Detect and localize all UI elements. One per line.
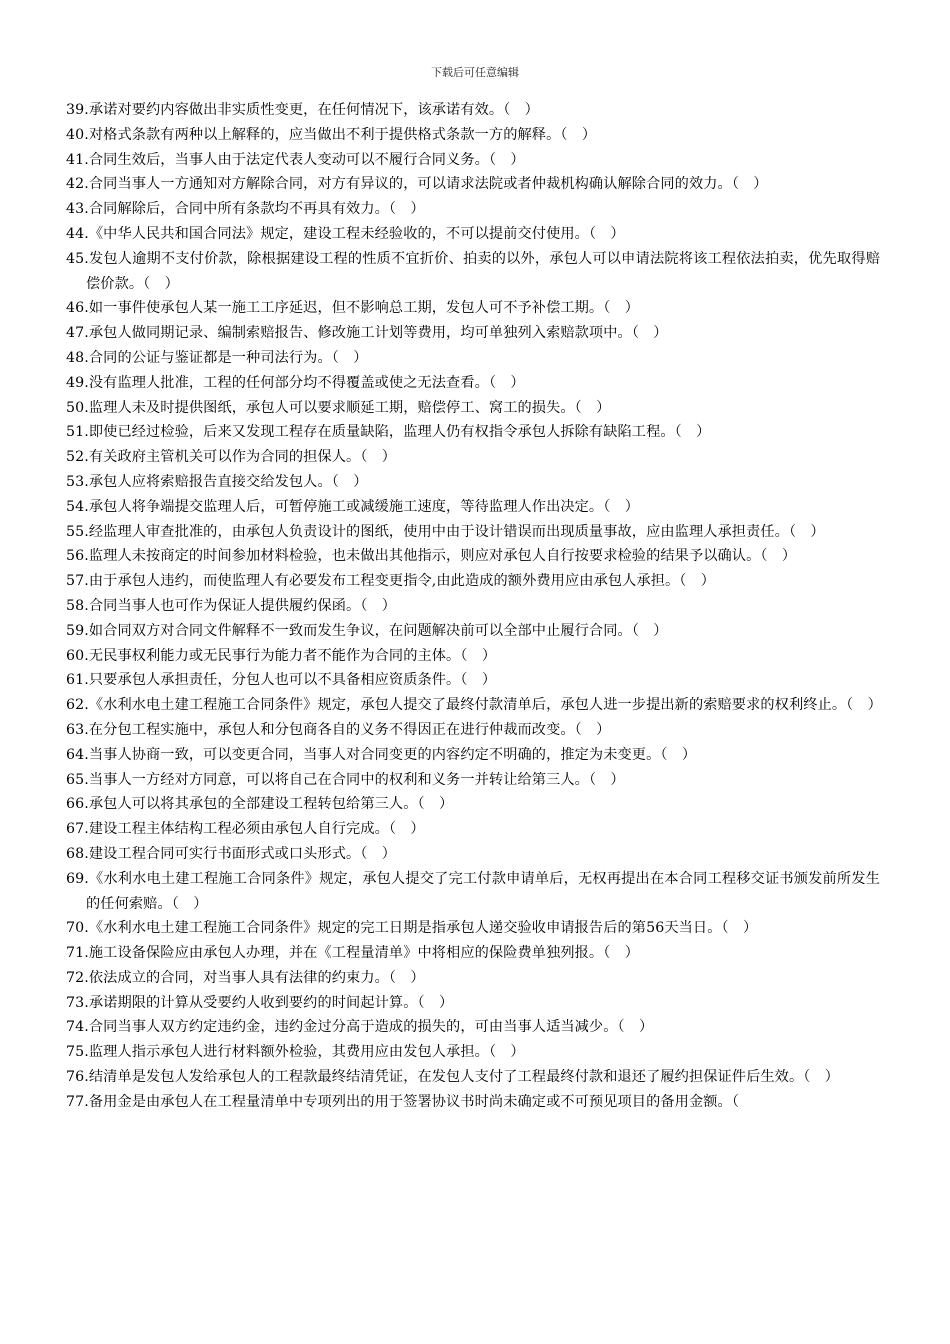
question-item: 76.结清单是发包人发给承包人的工程款最终结清凭证，在发包人支付了工程最终付款和退还了履约担保证件后生效。（ ） — [66, 1069, 840, 1086]
question-item: 66.承包人可以将其承包的全部建设工程转包给第三人。（ ） — [66, 796, 454, 813]
question-item: 68.建设工程合同可实行书面形式或口头形式。（ ） — [66, 845, 397, 862]
question-item: 71.施工设备保险应由承包人办理，并在《工程量清单》中将相应的保险费单独列报。（ ） — [66, 945, 639, 962]
question-item: 75.监理人指示承包人进行材料额外检验，其费用应由发包人承担。（ ） — [66, 1044, 525, 1061]
question-item: 54.承包人将争端提交监理人后，可暂停施工或减缓施工速度，等待监理人作出决定。（ ） — [66, 498, 639, 515]
question-item: 47.承包人做同期记录、编制索赔报告、修改施工计划等费用，均可单独列入索赔款项中。（ ） — [66, 325, 668, 342]
question-item: 72.依法成立的合同，对当事人具有法律的约束力。（ ） — [66, 969, 425, 986]
question-item: 48.合同的公证与鉴证都是一种司法行为。（ ） — [66, 349, 368, 366]
question-item: 69.《水利水电土建工程施工合同条件》规定，承包人提交了完工付款申请单后，无权再提出在本合同工程移交证书颁发前所发生的任何索赔。（ ） — [66, 870, 880, 912]
question-item: 64.当事人协商一致，可以变更合同，当事人对合同变更的内容约定不明确的，推定为未变更。（ ） — [66, 746, 697, 763]
question-item: 40.对格式条款有两种以上解释的，应当做出不利于提供格式条款一方的解释。（ ） — [66, 126, 597, 143]
question-item: 63.在分包工程实施中，承包人和分包商各自的义务不得因正在进行仲裁而改变。（ ） — [66, 721, 611, 738]
question-list — [66, 98, 880, 1115]
question-item: 49.没有监理人批准，工程的任何部分均不得覆盖或使之无法查看。（ ） — [66, 374, 525, 391]
question-item: 52.有关政府主管机关可以作为合同的担保人。（ ） — [66, 449, 397, 466]
question-item: 41.合同生效后，当事人由于法定代表人变动可以不履行合同义务。（ ） — [66, 151, 525, 168]
question-item: 65.当事人一方经对方同意，可以将自己在合同中的权利和义务一并转让给第三人。（ ） — [66, 771, 625, 788]
question-item: 55.经监理人审查批准的，由承包人负责设计的图纸，使用中由于设计错误而出现质量事故，应由监理人承担责任。（ ） — [66, 523, 825, 540]
question-item: 56.监理人未按商定的时间参加材料检验，也未做出其他指示，则应对承包人自行按要求检验的结果予以确认。（ ） — [66, 548, 797, 565]
question-item: 39.承诺对要约内容做出非实质性变更，在任何情况下，该承诺有效。（ ） — [66, 102, 539, 118]
question-item: 73.承诺期限的计算从受要约人收到要约的时间起计算。（ ） — [66, 994, 454, 1011]
question-item: 44.《中华人民共和国合同法》规定，建设工程未经验收的，不可以提前交付使用。（ ） — [66, 225, 625, 242]
question-item: 59.如合同双方对合同文件解释不一致而发生争议，在问题解决前可以全部中止履行合同。（ ） — [66, 622, 668, 639]
question-item: 67.建设工程主体结构工程必须由承包人自行完成。（ ） — [66, 821, 425, 838]
question-item: 46.如一事件使承包人某一施工工序延迟，但不影响总工期，发包人可不予补偿工期。（ ） — [66, 300, 639, 317]
question-item: 60.无民事权利能力或无民事行为能力者不能作为合同的主体。（ ） — [66, 647, 497, 664]
question-item: 58.合同当事人也可作为保证人提供履约保函。（ ） — [66, 597, 397, 614]
question-item: 62.《水利水电土建工程施工合同条件》规定，承包人提交了最终付款清单后，承包人进一步提出新的索赔要求的权利终止。（ ） — [66, 697, 882, 714]
question-item: 43.合同解除后，合同中所有条款均不再具有效力。（ ） — [66, 201, 425, 218]
question-item: 70.《水利水电土建工程施工合同条件》规定的完工日期是指承包人递交验收申请报告后的第56天当日。（ ） — [66, 920, 758, 937]
question-item: 50.监理人未及时提供图纸，承包人可以要求顺延工期，赔偿停工、窝工的损失。（ ） — [66, 399, 611, 416]
question-item: 57.由于承包人违约，而使监理人有必要发布工程变更指令,由此造成的额外费用应由承包人承担。（ ） — [66, 573, 716, 590]
question-item: 61.只要承包人承担责任，分包人也可以不具备相应资质条件。（ ） — [66, 672, 497, 689]
question-item: 53.承包人应将索赔报告直接交给发包人。（ ） — [66, 473, 368, 490]
question-item: 42.合同当事人一方通知对方解除合同，对方有异议的，可以请求法院或者仲裁机构确认解除合同的效力。（ ） — [66, 176, 768, 193]
question-item: 74.合同当事人双方约定违约金，违约金过分高于造成的损失的，可由当事人适当减少。（ ） — [66, 1019, 654, 1036]
page-header: 下载后可任意编辑 — [431, 66, 519, 79]
question-item: 45.发包人逾期不支付价款，除根据建设工程的性质不宜折价、拍卖的以外，承包人可以申请法院将该工程依法拍卖，优先取得赔偿价款。（ ） — [66, 250, 880, 292]
question-item: 51.即使已经过检验，后来又发现工程存在质量缺陷，监理人仍有权指令承包人拆除有缺陷工程。（ ） — [66, 424, 711, 441]
question-item: 77.备用金是由承包人在工程量清单中专项列出的用于签署协议书时尚未确定或不可预见项目的备用金额。（ — [66, 1093, 739, 1110]
